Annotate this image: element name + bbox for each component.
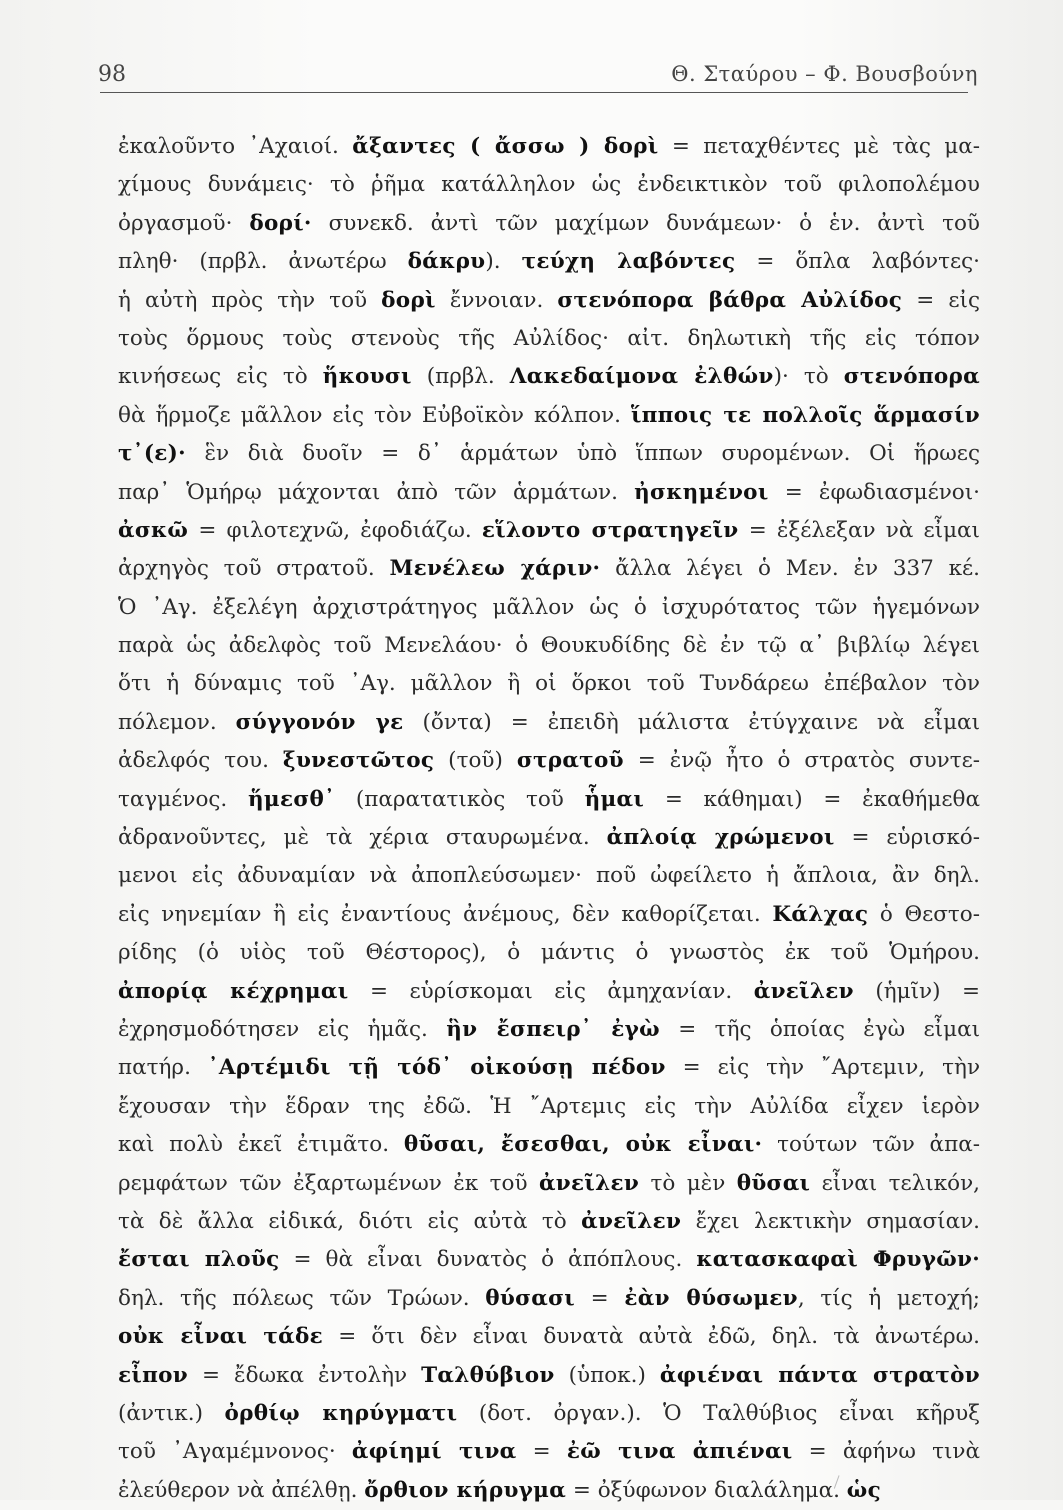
lemma: Λακεδαίμονα ἐλθών [509, 364, 774, 390]
gloss-text: συνεκδ. ἀντὶ τῶν μαχίμων δυνάμεων· ὁ ἑν. ἀντὶ τοῦ [311, 210, 980, 236]
lemma: Ταλθύβιον [421, 1362, 555, 1388]
text-line [118, 282, 980, 320]
lemma: ξυνεστῶτος [282, 748, 435, 774]
gloss-text: μενοι εἰς ἀδυναμίαν νὰ ἀποπλεύσωμεν· ποῦ ὠφείλετο ἡ ἄπλοια, ἂν δηλ. [118, 863, 980, 889]
text-line [118, 589, 980, 627]
lemma: θύσασι [485, 1285, 576, 1311]
text-line [118, 320, 980, 358]
gloss-text: = φιλοτεχνῶ, ἐφοδιάζω. [188, 517, 482, 543]
gloss-text: = ἀφήνω τινὰ [792, 1439, 980, 1465]
gloss-text: = ἐφωδιασμένοι· [768, 479, 980, 505]
gloss-text: ). [485, 249, 522, 275]
text-line [118, 1088, 980, 1126]
text-line [118, 128, 980, 166]
lemma: ᾿Αρτέμιδι τῇ τόδ᾿ οἰκούσῃ πέδον [207, 1055, 666, 1081]
gloss-text: = θὰ εἶναι δυνατὸς ὁ ἀπόπλους. [279, 1247, 697, 1273]
page-number: 98 [98, 62, 126, 87]
lemma: ἣν ἔσπειρ᾿ ἐγὼ [446, 1016, 660, 1042]
text-line [118, 742, 980, 780]
text-line [118, 1203, 980, 1241]
text-line [118, 1011, 980, 1049]
gloss-text: )· τὸ [773, 364, 844, 390]
text-line [118, 243, 980, 281]
gloss-text: χίμους δυνάμεις· τὸ ῥῆμα κατάλληλον ὡς ἐνδεικτικὸν τοῦ φιλοπολέμου [118, 172, 980, 198]
gloss-text: ἐχρησμοδότησεν εἰς ἡμᾶς. [118, 1016, 447, 1042]
gloss-text: ἀρχηγὸς τοῦ στρατοῦ. [118, 556, 390, 582]
gloss-text: ἐλεύθερον νὰ ἀπέλθῃ. [118, 1477, 365, 1503]
gloss-text: (ἀντικ.) [118, 1400, 225, 1426]
lemma: Κάλχας [772, 901, 869, 927]
gloss-text: = τῆς ὁποίας ἐγὼ εἶμαι [659, 1016, 980, 1042]
text-line [118, 1049, 980, 1087]
text-line [118, 819, 980, 857]
lemma: ἐὰν θύσωμεν [624, 1285, 798, 1311]
gloss-text: = ἔδωκα ἐντολὴν [187, 1362, 422, 1388]
lemma: ἥκουσι [322, 364, 412, 390]
text-line [118, 358, 980, 396]
gloss-text: τοῦ ᾿Αγαμέμνονος· [118, 1439, 352, 1465]
gloss-text: ἔχουσαν τὴν ἕδραν της ἐδῶ. Ἡ ῎Αρτεμις εἰς τὴν Αὐλίδα εἶχεν ἱερὸν [118, 1093, 980, 1119]
gloss-text: ταγμένος. [118, 786, 248, 812]
gloss-text: = εἰς τὴν ῎Αρτεμιν, τὴν [665, 1055, 980, 1081]
lemma: Μενέλεω χάριν· [389, 556, 601, 582]
gloss-text: πατήρ. [118, 1055, 208, 1081]
gloss-text: = εἰς [902, 287, 980, 313]
lemma: θῦσαι, ἔσεσθαι, οὐκ εἶναι· [403, 1132, 763, 1158]
gloss-text: (ὑποκ.) [554, 1362, 660, 1388]
text-line [118, 1433, 980, 1471]
gloss-text: ἔννοιαν. [435, 287, 558, 313]
lemma: τεύχη λαβόντες [521, 249, 736, 275]
lemma: ἀνεῖλεν [753, 978, 854, 1004]
text-line [118, 397, 980, 435]
gloss-text: (ἡμῖν) = [853, 978, 980, 1004]
text-line [118, 934, 980, 972]
gloss-text: τοὺς ὅρμους τοὺς στενοὺς τῆς Αὐλίδος· αἰτ. δηλωτικὴ τῆς εἰς τόπον [118, 325, 980, 351]
gloss-text: ἀδρανοῦντες, μὲ τὰ χέρια σταυρωμένα. [118, 825, 607, 851]
text-line [118, 857, 980, 895]
lemma: κατασκαφαὶ Φρυγῶν· [696, 1247, 980, 1273]
text-line [118, 973, 980, 1011]
text-line [118, 435, 980, 473]
lemma: ἠσκημένοι [634, 479, 769, 505]
lemma: ὀρθίῳ κηρύγματι [224, 1400, 458, 1426]
lemma: ἔσται πλοῦς [118, 1247, 280, 1273]
gloss-text: ρίδης (ὁ υἱὸς τοῦ Θέστορος), ὁ μάντις ὁ γνωστὸς ἐκ τοῦ Ὁμήρου. [118, 940, 980, 966]
gloss-text: ἓν διὰ δυοῖν = δ᾿ ἁρμάτων ὑπὸ ἵππων συρομένων. Οἱ ἥρωες [185, 441, 980, 467]
gloss-text: (τοῦ) [434, 748, 517, 774]
text-line [118, 704, 980, 742]
gloss-text: ἄλλα λέγει ὁ Μεν. ἐν 337 κέ. [600, 556, 980, 582]
lemma: στενόπορα βάθρα Αὐλίδος [557, 287, 903, 313]
lemma: ὡς [846, 1477, 881, 1503]
text-line [118, 512, 980, 550]
gloss-text: = πεταχθέντες μὲ τὰς μα- [658, 134, 980, 159]
text-line [118, 627, 980, 665]
gloss-text: ἔχει λεκτικὴν σημασίαν. [681, 1208, 980, 1234]
lemma: ὄρθιον κήρυγμα [364, 1477, 567, 1503]
gloss-text: πληθ· (πρβλ. ἀνωτέρω [118, 249, 408, 275]
commentary-text [118, 128, 980, 1510]
lemma: σύγγονόν γε [235, 709, 404, 735]
lemma: ἐῶ τινα ἀπιέναι [566, 1439, 793, 1465]
lemma: θῦσαι [736, 1170, 811, 1196]
gloss-text: (πρβλ. [411, 364, 510, 390]
gloss-text: = [516, 1439, 567, 1465]
gloss-text: = [575, 1285, 625, 1311]
lemma: οὐκ εἶναι τάδε [118, 1324, 324, 1350]
gloss-text: ὀργασμοῦ· [118, 210, 250, 236]
header-rule [100, 92, 968, 93]
text-line [118, 1395, 980, 1433]
gloss-text: (δοτ. ὀργαν.). Ὁ Ταλθύβιος εἶναι κῆρυξ [457, 1400, 980, 1426]
lemma: ἀνεῖλεν [581, 1208, 682, 1234]
text-line [118, 1241, 980, 1279]
lemma: ἀφίημί τινα [351, 1439, 517, 1465]
gloss-text: ὅτι ἡ δύναμις τοῦ ᾿Αγ. μᾶλλον ἢ οἱ ὅρκοι τοῦ Τυνδάρεω ἐπέβαλον τὸν [118, 671, 980, 697]
text-line [118, 1472, 980, 1510]
text-line [118, 1280, 980, 1318]
lemma: τ᾿(ε)· [118, 441, 186, 467]
text-line [118, 1126, 980, 1164]
gloss-text: ἐκαλοῦντο ᾿Αχαιοί. [118, 134, 353, 159]
gloss-text: τούτων τῶν ἀπα- [762, 1132, 980, 1158]
gloss-text: = εὑρισκό- [834, 825, 980, 851]
lemma: στρατοῦ [516, 748, 624, 774]
lemma: δορί· [249, 210, 312, 236]
gloss-text: πόλεμον. [118, 709, 236, 735]
lemma: ἀνεῖλεν [538, 1170, 640, 1196]
text-line [118, 1318, 980, 1356]
page-header [98, 56, 978, 92]
running-head: Θ. Σταύρου – Φ. Βουσβούνη [671, 62, 978, 86]
gloss-text: θὰ ἥρμοζε μᾶλλον εἰς τὸν Εὐβοϊκὸν κόλπον. [118, 402, 631, 428]
gloss-text: = ἐξέλεξαν νὰ εἶμαι [738, 517, 980, 543]
text-line [118, 1357, 980, 1395]
lemma: ἀπλοίᾳ χρώμενοι [606, 825, 835, 851]
lemma: δορὶ [381, 287, 436, 313]
gloss-text: παρὰ ὡς ἀδελφὸς τοῦ Μενελάου· ὁ Θουκυδίδης δὲ ἐν τῷ α᾿ βιβλίῳ λέγει [118, 633, 980, 659]
gloss-text: τὸ μὲν [639, 1170, 737, 1196]
lemma: ἥμεσθ᾿ [247, 786, 336, 812]
lemma: εἶπον [118, 1362, 188, 1388]
text-line [118, 896, 980, 934]
gloss-text: = εὑρίσκομαι εἰς ἀμηχανίαν. [348, 978, 754, 1004]
gloss-text: ἀδελφός του. [118, 748, 283, 774]
gloss-text: ρεμφάτων τῶν ἐξαρτωμένων ἐκ τοῦ [118, 1170, 539, 1196]
gloss-text: ἡ αὐτὴ πρὸς τὴν τοῦ [118, 287, 382, 313]
lemma: ἀσκῶ [118, 517, 189, 543]
gloss-text: δηλ. τῆς πόλεως τῶν Τρώων. [118, 1285, 486, 1311]
gloss-text: , τίς ἡ μετοχή; [797, 1285, 980, 1311]
text-line [118, 1165, 980, 1203]
lemma: ἀπορίᾳ κέχρημαι [118, 978, 349, 1004]
gloss-text: εἶναι τελικόν, [810, 1170, 980, 1196]
gloss-text: ὁ Θεστο- [868, 901, 980, 927]
lemma: δάκρυ [407, 249, 486, 275]
lemma: εἵλοντο στρατηγεῖν [481, 517, 739, 543]
text-line [118, 474, 980, 512]
lemma: ἄξαντες ( ἄσσω ) δορὶ [352, 134, 659, 159]
gloss-text: Ὁ ᾿Αγ. ἐξελέγη ἀρχιστράτηγος μᾶλλον ὡς ὁ ἰσχυρότατος τῶν ἡγεμόνων [118, 594, 980, 620]
lemma: στενόπορα [843, 364, 980, 390]
gloss-text: (ὄντα) = ἐπειδὴ μάλιστα ἐτύγχαινε νὰ εἶμαι [403, 709, 980, 735]
gloss-text: = κάθημαι) = ἐκαθήμεθα [644, 786, 980, 812]
text-line [118, 665, 980, 703]
gloss-text: = ὀξύφωνον διαλάλημα. [566, 1477, 847, 1503]
gloss-text: καὶ πολὺ ἐκεῖ ἐτιμᾶτο. [118, 1132, 404, 1158]
gloss-text: = ἐνῷ ἦτο ὁ στρατὸς συντε- [623, 748, 980, 774]
lemma: ἵπποις τε πολλοῖς ἅρμασίν [630, 402, 980, 428]
lemma: ἧμαι [584, 786, 645, 812]
text-line [118, 166, 980, 204]
text-line [118, 781, 980, 819]
gloss-text: τὰ δὲ ἄλλα εἰδικά, διότι εἰς αὐτὰ τὸ [118, 1208, 582, 1234]
lemma: ἀφιέναι πάντα στρατὸν [659, 1362, 980, 1388]
gloss-text: (παρατατικὸς τοῦ [335, 786, 585, 812]
gloss-text: παρ᾿ Ὁμήρῳ μάχονται ἀπὸ τῶν ἁρμάτων. [118, 479, 635, 505]
gloss-text: = ὅπλα λαβόντες· [735, 249, 980, 275]
text-line [118, 205, 980, 243]
text-line [118, 550, 980, 588]
gloss-text: εἰς νηνεμίαν ἢ εἰς ἐναντίους ἀνέμους, δὲν καθορίζεται. [118, 901, 773, 927]
gloss-text: κινήσεως εἰς τὸ [118, 364, 323, 390]
gloss-text: = ὅτι δὲν εἶναι δυνατὰ αὐτὰ ἐδῶ, δηλ. τὰ ἀνωτέρω. [323, 1324, 980, 1350]
